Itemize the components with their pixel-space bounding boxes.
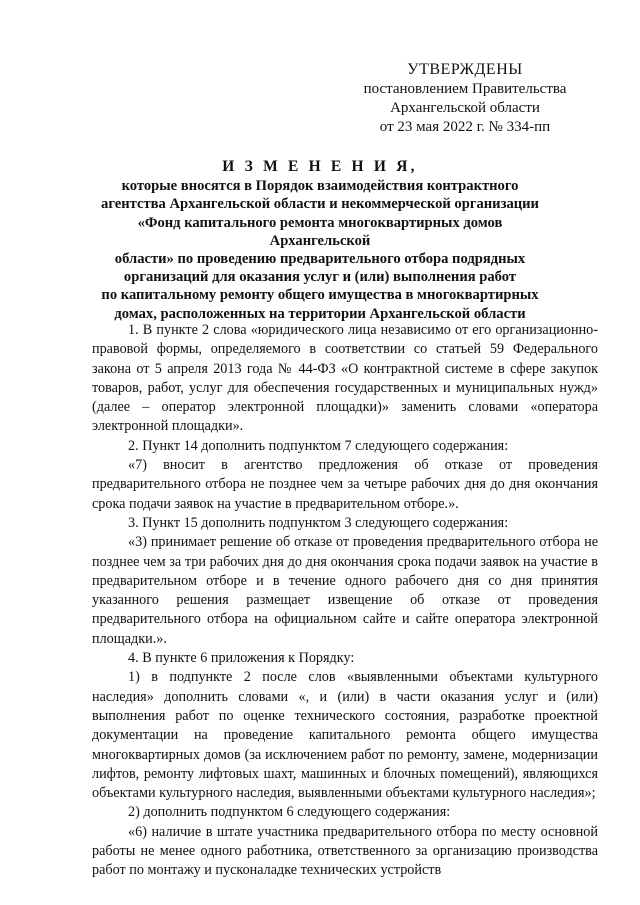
document-title bbox=[90, 158, 550, 323]
paragraph: 1) в подпункте 2 после слов «выявленными объектами культурного наследия» дополнить словами «, и (или) в части оказания услуг и (или) выполнения работ по оценке технического состояния, разработке проектной документации на проведение капитального ремонта общего имущества многоквартирных домов (за исключением работ по ремонту, замене, модернизации лифтов, ремонту лифтовых шахт, машинных и блочных помещений), являющихся объектами культурного наследия, выявленными объектами культурного наследия»; bbox=[92, 669, 598, 802]
title-line: «Фонд капитального ремонта многоквартирных домов Архангельской bbox=[137, 214, 503, 249]
title-line: агентства Архангельской области и некоммерческой организации bbox=[101, 196, 539, 213]
document-body bbox=[92, 321, 598, 881]
title-line: которые вносятся в Порядок взаимодействия контрактного bbox=[121, 178, 519, 195]
approval-heading: УТВЕРЖДЕНЫ bbox=[407, 61, 523, 78]
title-line: домах, расположенных на территории Архангельской области bbox=[114, 305, 526, 322]
paragraph: 3. Пункт 15 дополнить подпунктом 3 следующего содержания: bbox=[128, 514, 509, 531]
paragraph: «7) вносит в агентство предложения об отказе от проведения предварительного отбора не позднее чем за четыре рабочих дня до дня окончания срока подачи заявок на участие в предварительном отборе.». bbox=[92, 457, 598, 512]
paragraph: 2) дополнить подпунктом 6 следующего содержания: bbox=[128, 804, 451, 821]
paragraph: 1. В пункте 2 слова «юридического лица независимо от его организационно-правовой формы, определяемого в соответствии со статьей 59 Федерального закона от 5 апреля 2013 года № 44-ФЗ «О контрактной системе в сфере закупок товаров, работ, услуг для обеспечения государственных и муниципальных нужд» (далее – оператор электронной площадки)» заменить словами «оператора электронной площадки». bbox=[92, 322, 598, 435]
paragraph: «3) принимает решение об отказе от проведения предварительного отбора не позднее чем за три рабочих дня до дня окончания срока подачи заявок на участие в предварительном отборе и в течение одного рабочего дня со дня принятия указанного решения размещает извещение об отказе от проведения предварительного отбора на официальном сайте и сайте оператора электронной площадки.». bbox=[92, 534, 598, 647]
paragraph: 2. Пункт 14 дополнить подпунктом 7 следующего содержания: bbox=[128, 437, 509, 454]
title-line: области» по проведению предварительного отбора подрядных bbox=[114, 251, 526, 268]
title-line: организаций для оказания услуг и (или) выполнения работ bbox=[123, 269, 517, 286]
title-heading: И З М Е Н Е Н И Я, bbox=[222, 158, 418, 175]
approval-line-2: Архангельской области bbox=[390, 100, 540, 116]
approval-line-1: постановлением Правительства bbox=[363, 81, 567, 97]
paragraph: 4. В пункте 6 приложения к Порядку: bbox=[128, 650, 355, 667]
approval-line-3: от 23 мая 2022 г. № 334-пп bbox=[379, 119, 551, 135]
approval-stamp-block bbox=[350, 60, 580, 137]
title-line: по капитальному ремонту общего имущества в многоквартирных bbox=[101, 287, 539, 304]
paragraph: «6) наличие в штате участника предварительного отбора по месту основной работы не менее одного работника, ответственного за организацию производства работ по монтажу и пусконаладке технических устройств bbox=[92, 823, 598, 879]
